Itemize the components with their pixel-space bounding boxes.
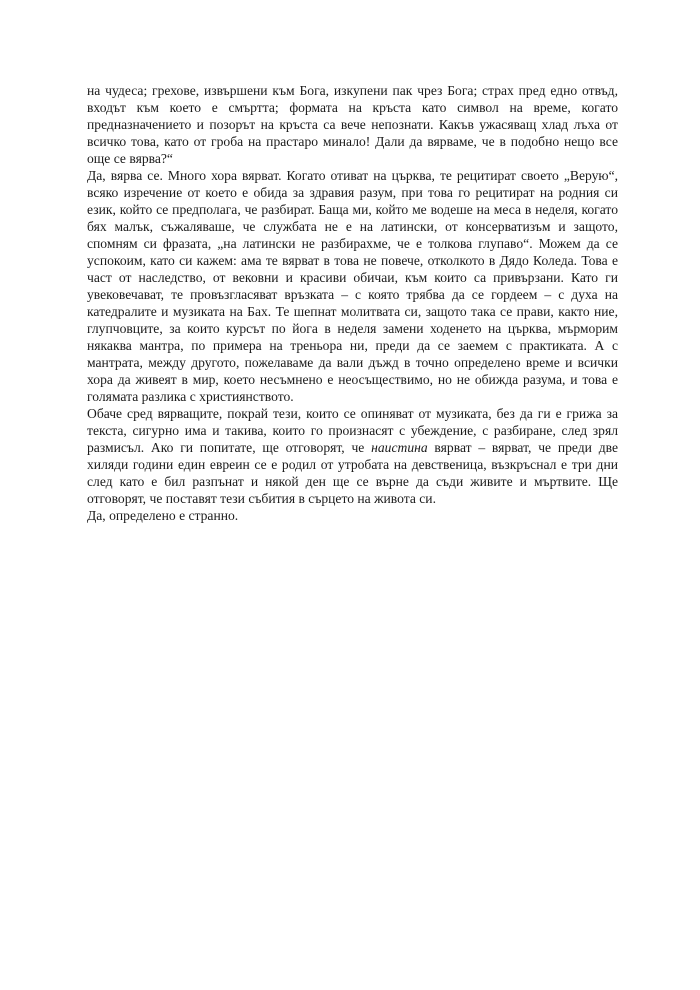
emphasized-word: наистина [371, 440, 428, 455]
paragraph-text: Да, определено е странно. [87, 508, 239, 523]
paragraph-text: Да, вярва се. Много хора вярват. Когато отиват на църква, те рецитират своето „Верую“, всяко изречение от което е обида за здравия разум, при това го рецитират на родния си език, който се предполага, че разбират. Баща ми, който ме водеше на меса в неделя, когато бях малък, съжаляваше, че службата не е на латински, от консерватизъм и защото, спомням си фразата, „на латински не разбирахме, че е толкова глупаво“. Можем да се успокоим, като си кажем: ама те вярват в това не повече, отколкото в Дядо Коледа. Това е част от наследство, от вековни и красиви обичаи, към които са привързани. Като ги увековечават, те провъзгласяват връзката – с която трябва да се гордеем – с духа на катедралите и музиката на Бах. Те шепнат молитвата си, защото така се прави, както ние, глупчовците, за които курсът по йога в неделя замени ходенето на църква, мърморим някаква мантра, по примера на треньора ни, преди да се заемем с практиката. А с мантрата, между другото, пожелаваме да вали дъжд в точно определено време и всички хора да живеят в мир, което несъмнено е неосъществимо, но не обижда разума, и това е голямата разлика с християнството. [87, 168, 618, 404]
paragraph-2 [87, 167, 618, 405]
document-body [87, 82, 618, 524]
paragraph-text: Обаче сред вярващите, покрай тези, които се опиняват от музиката, без да ги е грижа за текста, сигурно има и такива, които го произнасят с убеждение, с разбиране, след зрял размисъл. Ако ги попитате, ще отговорят, че [87, 406, 618, 455]
paragraph-3 [87, 405, 618, 507]
paragraph-1 [87, 82, 618, 167]
paragraph-text: на чудеса; грехове, извършени към Бога, изкупени пак чрез Бога; страх пред едно отвъд, входът към което е смъртта; формата на кръста като символ на време, когато предназначението и позорът на кръста са вече непознати. Какъв ужасяващ хлад лъха от всичко това, като от гроба на прастаро минало! Дали да вярваме, че в подобно нещо все още се вярва?“ [87, 83, 618, 166]
paragraph-text: вярват – вярват, че преди две хиляди години един евреин се е родил от утробата на девственица, възкръснал е три дни след като е бил разпънат и някой ден ще се върне да съди живите и мъртвите. Ще отговорят, че поставят тези събития в сърцето на живота си. [87, 440, 619, 506]
paragraph-4 [87, 507, 618, 524]
